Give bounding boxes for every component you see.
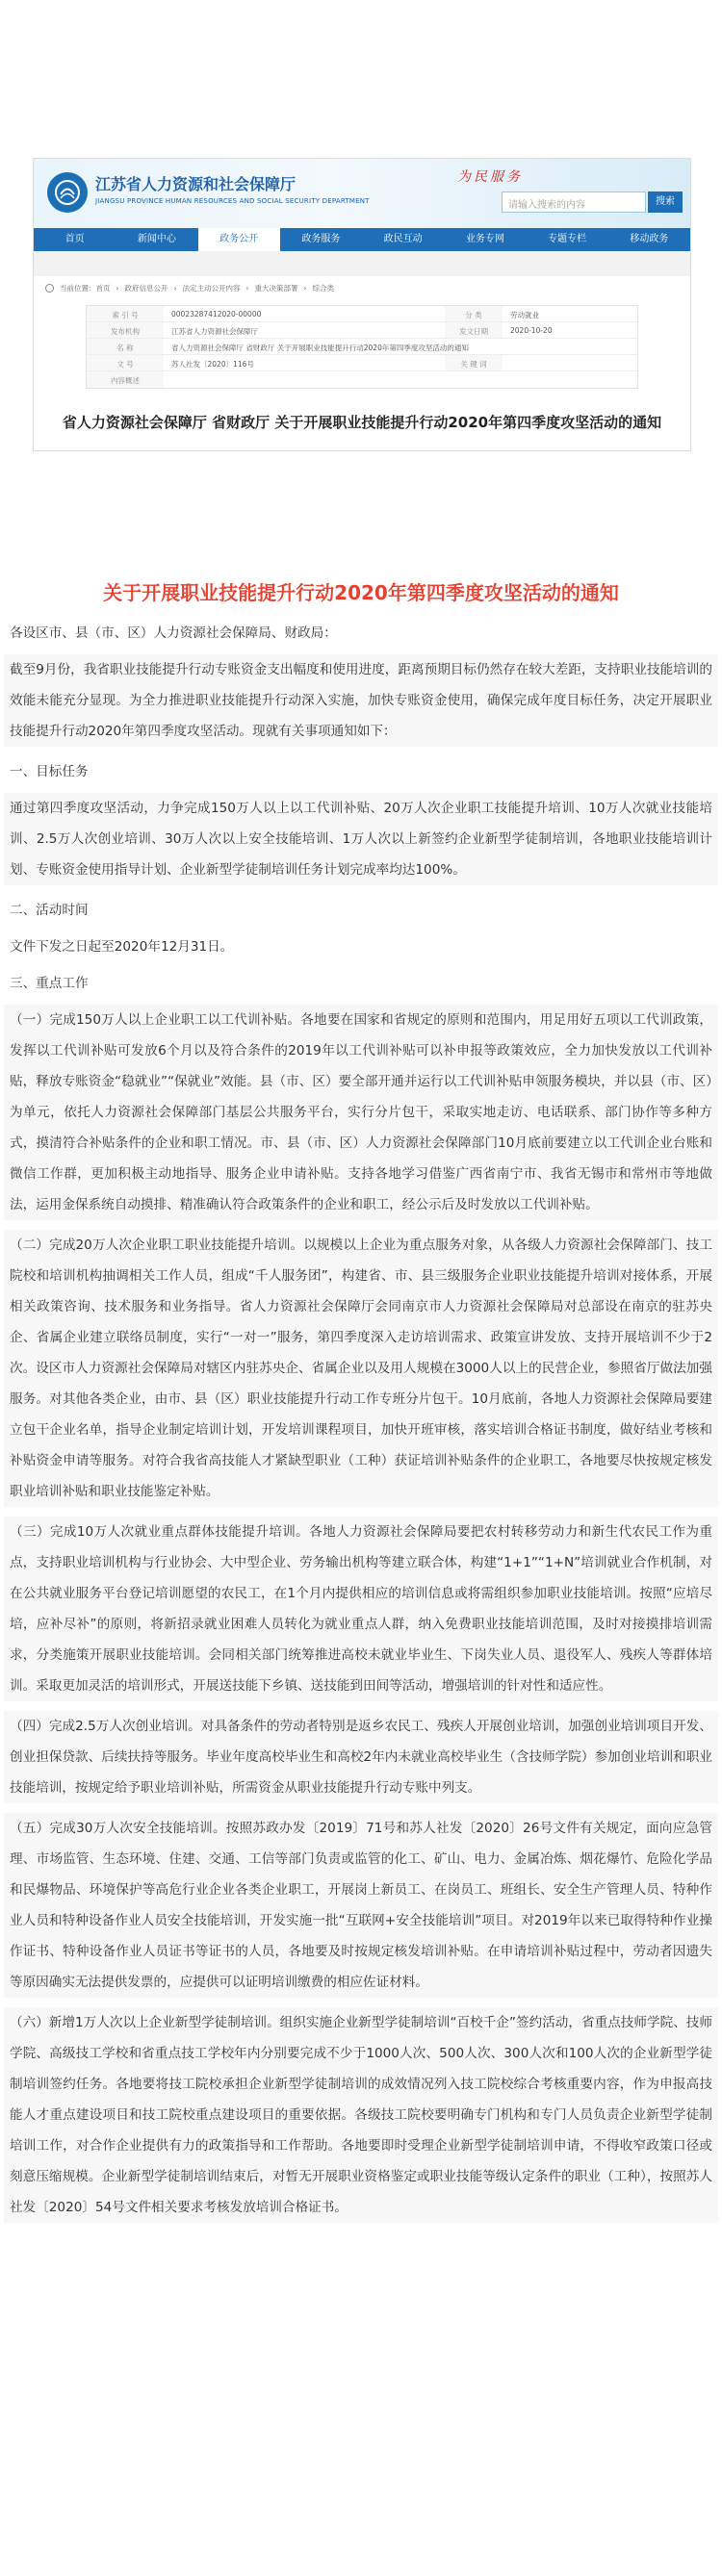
meta-row: 名 称 省人力资源社会保障厅 省财政厅 关于开展职业技能提升行动2020年第四季度攻坚活动的通知 bbox=[87, 339, 637, 355]
meta-row: 索 引 号 00023287412020-00000 分 类 劳动就业 bbox=[87, 306, 637, 322]
nav-home[interactable]: 首页 bbox=[64, 234, 85, 244]
salutation: 各设区市、县（市、区）人力资源社会保障局、财政局： bbox=[10, 625, 337, 641]
breadcrumb-item[interactable]: 重大决策部署 bbox=[254, 283, 298, 293]
nav-services[interactable]: 政务服务 bbox=[301, 234, 341, 244]
breadcrumb-item[interactable]: 综合类 bbox=[312, 283, 334, 293]
site-subtitle: JIANGSU PROVINCE HUMAN RESOURCES AND SOCIAL SECURITY DEPARTMENT bbox=[95, 197, 370, 205]
meta-row: 文 号 苏人社发〔2020〕116号 关 键 词 bbox=[87, 355, 637, 371]
document-heading: 省人力资源社会保障厅 省财政厅 关于开展职业技能提升行动2020年第四季度攻坚活动的通知 bbox=[62, 414, 662, 431]
spacer-band bbox=[34, 251, 690, 276]
article-title: 关于开展职业技能提升行动2020年第四季度攻坚活动的通知 bbox=[103, 581, 619, 604]
breadcrumb-item[interactable]: 当前位置：首页 bbox=[60, 283, 111, 293]
search-input[interactable]: 请输入搜索的内容 bbox=[502, 191, 646, 213]
nav-news[interactable]: 新闻中心 bbox=[137, 234, 176, 244]
nav-gov-info[interactable]: 政务公开 bbox=[198, 228, 280, 251]
nav-topics[interactable]: 专题专栏 bbox=[548, 234, 587, 244]
intro-paragraph: 截至9月份，我省职业技能提升行动专账资金支出幅度和使用进度，距离预期目标仍然存在较大差距，支持职业技能培训的效能未能充分显现。为全力推进职业技能提升行动深入实施，加快专账资金使用，确保完成年度目标任务，决定开展职业技能提升行动2020年第四季度攻坚活动。现就有关事项通知如下： bbox=[4, 654, 718, 747]
breadcrumb-item[interactable]: 法定主动公开内容 bbox=[182, 283, 241, 293]
paragraph: 通过第四季度攻坚活动，力争完成150万人以上以工代训补贴、20万人次企业职工技能提升培训、10万人次就业技能培训、2.5万人次创业培训、30万人次以上安全技能培训、1万人次以上新签约企业新型学徒制培训，各地职业技能培训计划、专账资金使用指导计划、企业新型学徒制培训任务计划完成率均达100%。 bbox=[4, 793, 718, 885]
emblem-icon bbox=[47, 172, 88, 213]
breadcrumb: 当前位置：首页 › 政府信息公开 › 法定主动公开内容 › 重大决策部署 › 综合类 bbox=[34, 276, 690, 299]
nav-interaction[interactable]: 政民互动 bbox=[383, 234, 423, 244]
site-slogan: 为民服务 bbox=[457, 169, 523, 185]
section-heading: 三、重点工作 bbox=[10, 976, 89, 991]
meta-row: 内容概述 bbox=[87, 371, 637, 388]
article-body bbox=[10, 618, 712, 2232]
nav-business[interactable]: 业务专网 bbox=[465, 234, 504, 244]
site-header bbox=[34, 159, 690, 228]
meta-row: 发布机构 江苏省人力资源社会保障厅 发文日期 2020-10-20 bbox=[87, 322, 637, 339]
document-meta-table bbox=[86, 305, 638, 389]
bottom-fade bbox=[0, 2538, 722, 2576]
paragraph: （一）完成150万人以上企业职工以工代训补贴。各地要在国家和省规定的原则和范围内，用足用好五项以工代训政策，发挥以工代训补贴可发放6个月以及符合条件的2019年以工代训补贴可以补申报等政策效应，全力加快发放以工代训补贴，释放专账资金“稳就业”“保就业”效能。县（市、区）要全部开通并运行以工代训补贴申领服务模块，并以县（市、区）为单元，依托人力资源社会保障部门基层公共服务平台，实行分片包干，采取实地走访、电话联系、部门协作等多种方式，摸清符合补贴条件的企业和职工情况。市、县（市、区）人力资源社会保障部门10月底前要建立以工代训企业台账和微信工作群，更加积极主动地指导、服务企业申请补贴。支持各地学习借鉴广西省南宁市、我省无锡市和常州市等地做法，运用金保系统自动摸排、精准确认符合政策条件的企业和职工，经公示后及时发放以工代训补贴。 bbox=[4, 1005, 718, 1220]
search-button[interactable]: 搜索 bbox=[648, 191, 683, 213]
breadcrumb-item[interactable]: 政府信息公开 bbox=[124, 283, 168, 293]
paragraph: （四）完成2.5万人次创业培训。对具备条件的劳动者特别是返乡农民工、残疾人开展创业培训，加强创业培训项目开发、创业担保贷款、后续扶持等服务。毕业年度高校毕业生和高校2年内未就业高校毕业生（含技师学院）参加创业培训和职业技能培训，按规定给予职业培训补贴，所需资金从职业技能提升行动专账中列支。 bbox=[4, 1711, 718, 1803]
paragraph: （二）完成20万人次企业职工职业技能提升培训。以规模以上企业为重点服务对象，从各级人力资源社会保障部门、技工院校和培训机构抽调相关工作人员，组成“千人服务团”，构建省、市、县三级服务企业职业技能提升培训对接体系，开展相关政策咨询、技术服务和业务指导。省人力资源社会保障厅会同南京市人力资源社会保障局对总部设在南京的驻苏央企、省属企业建立联络员制度，实行“一对一”服务，第四季度深入走访培训需求、政策宣讲发放、支持开展培训不少于2次。设区市人力资源社会保障局对辖区内驻苏央企、省属企业以及用人规模在3000人以上的民营企业，参照省厅做法加强服务。对其他各类企业，由市、县（区）职业技能提升行动工作专班分片包干。10月底前，各地人力资源社会保障局要建立包干企业名单，指导企业制定培训计划，开发培训课程项目，加快开班审核，落实培训合格证书制度，做好结业考核和补贴资金申请等服务。对符合我省高技能人才紧缺型职业（工种）获证培训补贴条件的企业职工，各地要尽快按规定核发职业培训补贴和职业技能鉴定补贴。 bbox=[4, 1230, 718, 1507]
section-heading: 一、目标任务 bbox=[10, 764, 89, 779]
paragraph: （三）完成10万人次就业重点群体技能提升培训。各地人力资源社会保障局要把农村转移劳动力和新生代农民工作为重点，支持职业培训机构与行业协会、大中型企业、劳务输出机构等建立联合体，构建“1+1”“1+N”培训就业合作机制，对在公共就业服务平台登记培训愿望的农民工，在1个月内提供相应的培训信息或将需组织参加职业技能培训。按照“应培尽培，应补尽补”的原则，将新招录就业困难人员转化为就业重点人群，纳入免费职业技能培训范围，及时对接摸排培训需求，分类施策开展职业技能培训。会同相关部门统筹推进高校未就业毕业生、下岗失业人员、退役军人、残疾人等群体培训。采取更加灵活的培训形式，开展送技能下乡镇、送技能到田间等活动，增强培训的针对性和适应性。 bbox=[4, 1517, 718, 1701]
home-icon bbox=[45, 284, 54, 293]
site-title[interactable]: 江苏省人力资源和社会保障厅 bbox=[95, 175, 297, 193]
paragraph: 文件下发之日起至2020年12月31日。 bbox=[10, 939, 234, 955]
nav-mobile[interactable]: 移动政务 bbox=[630, 234, 669, 244]
section-heading: 二、活动时间 bbox=[10, 903, 89, 918]
main-nav bbox=[34, 228, 690, 251]
paragraph: （五）完成30万人次安全技能培训。按照苏政办发〔2019〕71号和苏人社发〔2020〕26号文件有关规定，面向应急管理、市场监管、生态环境、住建、交通、工信等部门负责或监管的化工、矿山、电力、金属冶炼、烟花爆竹、危险化学品和民爆物品、环境保护等高危行业企业各类企业职工，开展岗上新员工、在岗员工、班组长、安全生产管理人员、特种作业人员和特种设备作业人员安全技能培训，开发实施一批“互联网+安全技能培训”项目。对2019年以来已取得特种作业操作证书、特种设备作业人员证书等证书的人员，各地要及时按规定核发培训补贴。在申请培训补贴过程中，劳动者因遗失等原因确实无法提供发票的，应提供可以证明培训缴费的相应佐证材料。 bbox=[4, 1813, 718, 1998]
site-screenshot bbox=[33, 158, 691, 451]
paragraph: （六）新增1万人次以上企业新型学徒制培训。组织实施企业新型学徒制培训“百校千企”签约活动，省重点技师学院、技师学院、高级技工学校和省重点技工学校年内分别要完成不少于1000人次、500人次、300人次和100人次的企业新型学徒制培训签约任务。各地要将技工院校承担企业新型学徒制培训的成效情况列入技工院校综合考核重要内容，作为申报高技能人才重点建设项目和技工院校重点建设项目的重要依据。各级技工院校要明确专门机构和专门人员负责企业新型学徒制培训工作，对合作企业提供有力的政策指导和工作帮助。各地要即时受理企业新型学徒制培训申请，不得收窄政策口径或刻意压缩规模。企业新型学徒制培训结束后，对暂无开展职业资格鉴定或职业技能等级认定条件的职业（工种），按照苏人社发〔2020〕54号文件相关要求考核发放培训合格证书。 bbox=[4, 2007, 718, 2223]
